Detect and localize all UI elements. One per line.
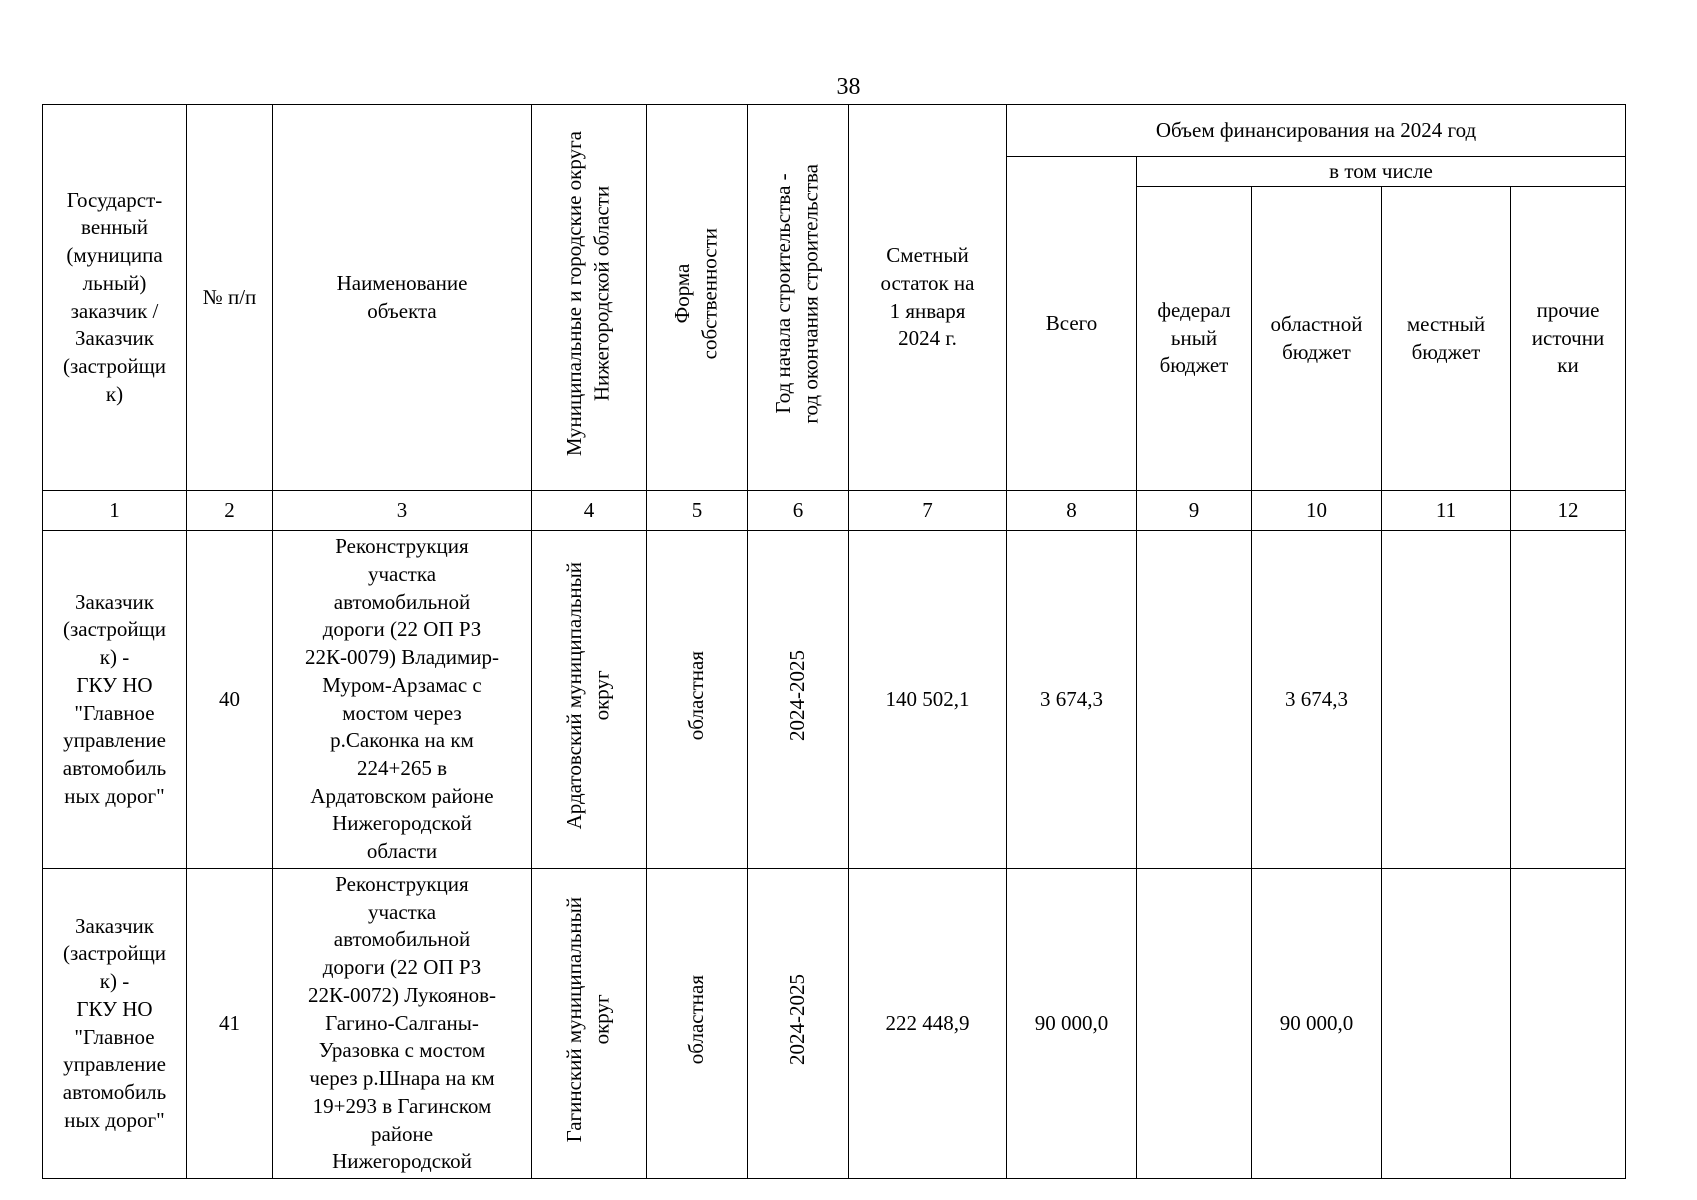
other-value xyxy=(1511,531,1626,869)
object-name: Реконструкция участка автомобильной дороги (22 ОП РЗ 22К-0079) Владимир- Муром-Арзамас с мостом через р.Саконка на км 224+265 в Ардатовском районе Нижегородской области xyxy=(273,531,532,869)
object-name: Реконструкция участка автомобильной дороги (22 ОП РЗ 22К-0072) Лукоянов- Гагино-Салганы- Уразовка с мостом через р.Шнара на км 19+293 в Гагинском районе Нижегородской xyxy=(273,869,532,1179)
header-including: в том числе xyxy=(1137,157,1626,187)
district-cell xyxy=(532,531,647,869)
header-customer: Государст- венный (муниципа льный) заказчик / Заказчик (застройщи к) xyxy=(43,105,187,491)
ownership-value: областная xyxy=(684,651,709,741)
table-row xyxy=(43,869,1626,1179)
customer-cell: Заказчик (застройщи к) - ГКУ НО "Главное управление автомобиль ных дорог" xyxy=(43,531,187,869)
total-value: 90 000,0 xyxy=(1007,869,1137,1179)
regional-value: 90 000,0 xyxy=(1252,869,1382,1179)
years-cell xyxy=(748,531,849,869)
header-ownership: Форма собственности xyxy=(670,227,722,360)
header-object-name: Наименование объекта xyxy=(273,105,532,491)
header-other: прочие источни ки xyxy=(1511,187,1626,491)
customer-cell: Заказчик (застройщи к) - ГКУ НО "Главное управление автомобиль ных дорог" xyxy=(43,869,187,1179)
column-number: 7 xyxy=(849,491,1007,531)
column-number: 12 xyxy=(1511,491,1626,531)
regional-value: 3 674,3 xyxy=(1252,531,1382,869)
years-value: 2024-2025 xyxy=(785,974,810,1066)
district-name: Ардатовский муниципальный округ xyxy=(562,561,614,830)
federal-value xyxy=(1137,869,1252,1179)
header-regional: областной бюджет xyxy=(1252,187,1382,491)
local-value xyxy=(1382,869,1511,1179)
row-number: 40 xyxy=(187,531,273,869)
district-cell xyxy=(532,869,647,1179)
header-total: Всего xyxy=(1007,157,1137,491)
district-name: Гагинский муниципальный округ xyxy=(562,896,614,1143)
column-number: 8 xyxy=(1007,491,1137,531)
table-row xyxy=(43,531,1626,869)
estimate-value: 222 448,9 xyxy=(849,869,1007,1179)
header-row-number: № п/п xyxy=(187,105,273,491)
ownership-cell xyxy=(647,531,748,869)
column-number: 9 xyxy=(1137,491,1252,531)
column-number: 11 xyxy=(1382,491,1511,531)
ownership-cell xyxy=(647,869,748,1179)
ownership-value: областная xyxy=(684,975,709,1065)
years-cell xyxy=(748,869,849,1179)
column-number: 6 xyxy=(748,491,849,531)
federal-value xyxy=(1137,531,1252,869)
header-local: местный бюджет xyxy=(1382,187,1511,491)
header-federal: федерал ьный бюджет xyxy=(1137,187,1252,491)
column-number: 5 xyxy=(647,491,748,531)
header-years: Год начала строительства - год окончания строительства xyxy=(771,163,823,424)
header-district-cell xyxy=(532,105,647,491)
local-value xyxy=(1382,531,1511,869)
column-number: 2 xyxy=(187,491,273,531)
column-number: 10 xyxy=(1252,491,1382,531)
column-number: 3 xyxy=(273,491,532,531)
page-number: 38 xyxy=(836,74,861,100)
row-number: 41 xyxy=(187,869,273,1179)
estimate-value: 140 502,1 xyxy=(849,531,1007,869)
header-ownership-cell xyxy=(647,105,748,491)
years-value: 2024-2025 xyxy=(785,650,810,742)
other-value xyxy=(1511,869,1626,1179)
investment-table xyxy=(42,104,1626,1179)
column-number: 1 xyxy=(43,491,187,531)
header-estimate: Сметный остаток на 1 января 2024 г. xyxy=(849,105,1007,491)
header-financing-title: Объем финансирования на 2024 год xyxy=(1007,105,1626,157)
header-district: Муниципальные и городские округа Нижегородской области xyxy=(562,131,614,457)
column-number: 4 xyxy=(532,491,647,531)
header-years-cell xyxy=(748,105,849,491)
total-value: 3 674,3 xyxy=(1007,531,1137,869)
